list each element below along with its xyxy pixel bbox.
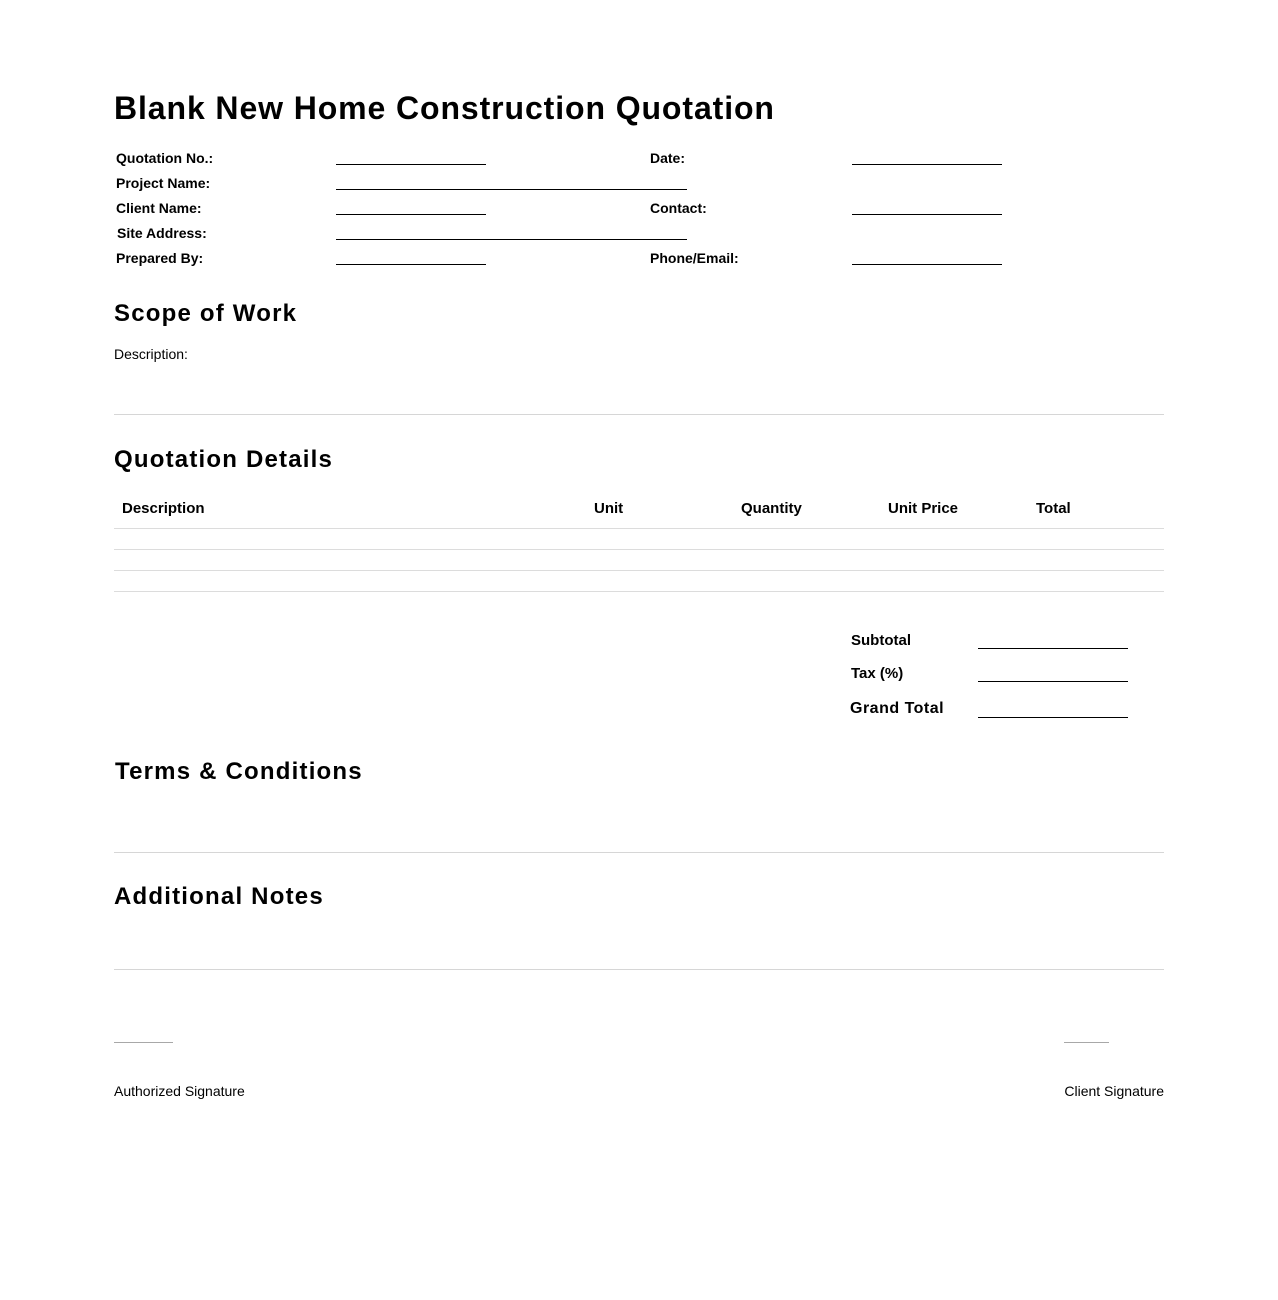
subtotal-label: Subtotal [851, 632, 911, 649]
project-name-field[interactable] [336, 189, 687, 190]
document-title: Blank New Home Construction Quotation [114, 90, 775, 126]
info-row-project [114, 175, 1164, 195]
client-name-field[interactable] [336, 214, 486, 215]
scope-description-area[interactable] [114, 366, 1164, 406]
table-header [114, 500, 1164, 520]
contact-label: Contact: [650, 200, 707, 216]
column-header-unit-price: Unit Price [888, 500, 959, 517]
table-row[interactable] [114, 571, 1164, 592]
column-header-unit: Unit [594, 500, 624, 517]
date-field[interactable] [852, 164, 1002, 165]
client-name-label: Client Name: [116, 200, 202, 216]
column-header-quantity: Quantity [741, 500, 802, 517]
notes-content-area[interactable] [114, 922, 1164, 962]
scope-heading: Scope of Work [114, 300, 298, 327]
date-label: Date: [650, 150, 686, 166]
info-row-quotation-date [114, 150, 1164, 170]
table-row[interactable] [114, 529, 1164, 550]
info-row-prepared-phone [114, 250, 1164, 270]
notes-heading: Additional Notes [114, 883, 324, 910]
info-row-site [114, 225, 1164, 245]
quotation-no-field[interactable] [336, 164, 486, 165]
client-signature-line[interactable] [1064, 1042, 1109, 1043]
grand-total-field[interactable] [978, 717, 1128, 718]
quotation-details-heading: Quotation Details [114, 446, 334, 473]
quotation-no-label: Quotation No.: [116, 150, 214, 166]
table-row[interactable] [114, 550, 1164, 571]
phone-email-label: Phone/Email: [650, 250, 739, 266]
tax-field[interactable] [978, 681, 1128, 682]
site-address-label: Site Address: [117, 225, 207, 241]
scope-divider [114, 414, 1164, 415]
terms-content-area[interactable] [114, 798, 1164, 846]
project-name-label: Project Name: [116, 175, 211, 191]
terms-heading: Terms & Conditions [115, 758, 363, 785]
prepared-by-field[interactable] [336, 264, 486, 265]
site-address-field[interactable] [336, 239, 687, 240]
contact-field[interactable] [852, 214, 1002, 215]
column-header-description: Description [122, 500, 205, 517]
terms-divider [114, 852, 1164, 853]
prepared-by-label: Prepared By: [116, 250, 204, 266]
phone-email-field[interactable] [852, 264, 1002, 265]
info-row-client-contact [114, 200, 1164, 220]
authorized-signature-label: Authorized Signature [114, 1083, 245, 1099]
scope-description-label: Description: [114, 346, 188, 362]
notes-divider [114, 969, 1164, 970]
column-header-total: Total [1036, 500, 1071, 517]
authorized-signature-line[interactable] [114, 1042, 173, 1043]
grand-total-label: Grand Total [850, 700, 945, 717]
client-signature-label: Client Signature [1064, 1083, 1164, 1099]
tax-label: Tax (%) [851, 665, 904, 682]
subtotal-field[interactable] [978, 648, 1128, 649]
